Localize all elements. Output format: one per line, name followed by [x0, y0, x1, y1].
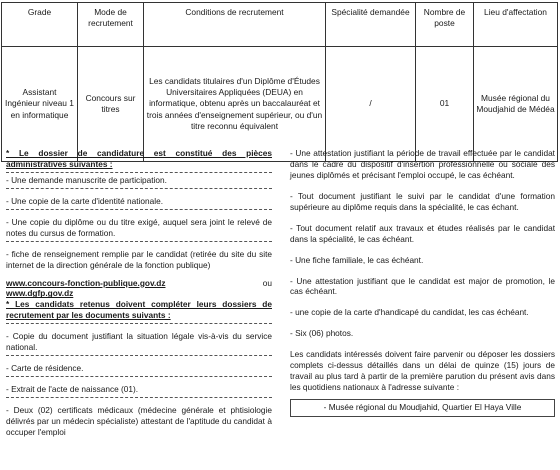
cell-nombre: 01 [416, 47, 474, 162]
divider [6, 172, 272, 173]
header-specialite: Spécialité demandée [326, 3, 416, 47]
divider [6, 376, 272, 377]
right-column [290, 148, 555, 417]
link-row [6, 278, 272, 289]
header-lieu: Lieu d'affectation [474, 3, 558, 47]
section-title-dossier: * Le dossier de candidature est constitué des pièces administratives suivantes : [6, 148, 272, 169]
left-column [6, 148, 272, 438]
list-item: - Tout document justifiant le suivi par le candidat d'une formation supérieure au diplôme requis dans la spécialité, le cas échant. [290, 190, 555, 212]
link-dgfp[interactable]: www.dgfp.gov.dz [6, 288, 74, 299]
list-item: - Copie du document justifiant la situation légale vis-à-vis du service national. [6, 331, 272, 353]
cell-lieu: Musée régional du Moudjahid de Médéa [474, 47, 558, 162]
recruitment-table [1, 2, 558, 162]
divider [6, 323, 272, 324]
link-dgfp-row [6, 288, 272, 299]
divider [6, 188, 272, 189]
list-item: - Une demande manuscrite de participation. [6, 174, 167, 185]
list-item: - une copie de la carte d'handicapé du candidat, les cas échéant. [290, 307, 529, 318]
list-item: - Une attestation justifiant que le candidat est major de promotion, le cas échéant. [290, 275, 555, 297]
link-concours[interactable]: www.concours-fonction-publique.gov.dz [6, 277, 166, 288]
header-mode: Mode de recrutement [78, 3, 144, 47]
divider [6, 209, 272, 210]
cell-mode: Concours sur titres [78, 47, 144, 162]
address-text: - Musée régional du Moudjahid, Quartier El Haya Ville [323, 402, 522, 412]
list-item: - Carte de résidence. [6, 363, 84, 374]
table-header-row [2, 3, 558, 47]
cell-specialite: / [326, 47, 416, 162]
list-item: - Une copie de la carte d'identité nationale. [6, 195, 164, 206]
list-item: - Deux (02) certificats médicaux (médecine générale et phtisiologie délivrés par un médecin spécialiste) attestant de l'aptitude du candidat à occuper l'emploi [6, 405, 272, 437]
header-nombre: Nombre de poste [416, 3, 474, 47]
divider [6, 397, 272, 398]
cell-grade: Assistant Ingénieur niveau 1 en informatique [2, 47, 78, 162]
list-item: - Une fiche familiale, le cas échéant. [290, 254, 424, 265]
cell-conditions: Les candidats titulaires d'un Diplôme d'Études Universitaires Appliquées (DEUA) en informatique, obtenu après un baccalauréat et trois années d'enseignement supérieur, ou d'un titre reconnu équivalent [144, 47, 326, 162]
section-title-complement: * Les candidats retenus doivent compléter leurs dossiers de recrutement par les documents suivants : [6, 299, 272, 321]
link-separator: ou [262, 277, 272, 288]
closing-paragraph: Les candidats intéressés doivent faire parvenir ou déposer les dossiers complets ci-dessus détaillés dans un délai de quinze (15) jours de travail au plus tard à partir de la première parution du présent avis dans les quotidiens nationaux à l'adresse suivante : [290, 349, 555, 393]
list-item: - fiche de renseignement remplie par le candidat (retirée du site du site internet de la direction générale de la fonction publique) [6, 248, 272, 270]
divider [6, 355, 272, 356]
list-item: - Une copie du diplôme ou du titre exigé, auquel sera joint le relevé de notes du cursus de formation. [6, 216, 272, 238]
list-item: - Six (06) photos. [290, 328, 354, 339]
header-grade: Grade [2, 3, 78, 47]
divider [6, 241, 272, 242]
list-item: - Extrait de l'acte de naissance (01). [6, 384, 139, 395]
list-item: - Une attestation justifiant la période de travail effectuée par le candidat dans le cadre du dispositif d'insertion professionnelle ou sociale des jeunes diplômés et précisant l'emploi occupé, le cas échéant. [290, 148, 555, 180]
table-row [2, 47, 558, 162]
address-box [290, 399, 555, 417]
list-item: - Tout document relatif aux travaux et études réalisés par le candidat dans la spécialité, le cas échéant. [290, 222, 555, 244]
header-conditions: Conditions de recrutement [144, 3, 326, 47]
